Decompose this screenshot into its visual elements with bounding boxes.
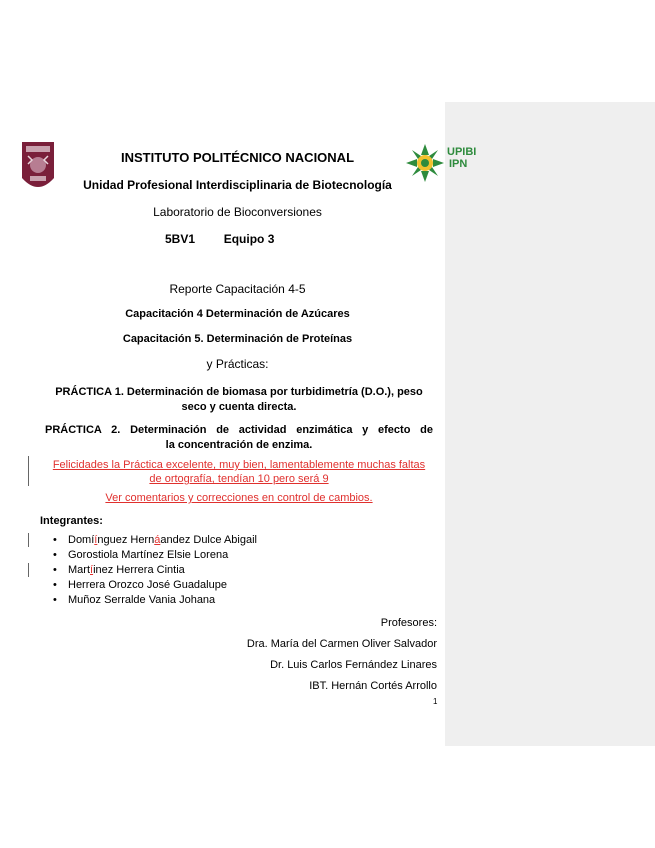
practicas-label: y Prácticas: (206, 357, 269, 371)
ipn-logo-text: IPN (449, 158, 468, 170)
team-name: Equipo 3 (223, 232, 275, 246)
feedback-line-2: de ortografía, tendían 10 pero será 9 (149, 473, 329, 485)
tracked-insertion: í (90, 564, 94, 576)
tracked-insertion: á (154, 534, 161, 546)
practica-2-title (45, 423, 433, 453)
practica-2-line-2: la concentración de enzima. (165, 439, 313, 451)
feedback-corrections-note: Ver comentarios y correcciones en control de cambios. (105, 492, 373, 504)
ipn-crest-logo (18, 138, 58, 196)
practica-1-title (45, 385, 433, 415)
page-number: 1 (433, 697, 438, 706)
professor-3: IBT. Hernán Cortés Arrollo (309, 680, 437, 692)
lab-name: Laboratorio de Bioconversiones (153, 205, 322, 219)
group-code: 5BV1 (165, 232, 196, 246)
upibi-logo-text: UPIBI (447, 146, 477, 158)
training-5-title: Capacitación 5. Determinación de Proteínas (122, 333, 353, 345)
instructor-feedback (45, 458, 433, 486)
change-bar (28, 563, 29, 577)
list-item: • Martíinez Herrera Cintia (68, 563, 257, 578)
list-item: • Domíínguez Hernáandez Dulce Abigail (68, 533, 257, 548)
professors-label: Profesores: (380, 617, 437, 629)
members-list (68, 533, 257, 608)
practica-1-line-2: seco y cuenta directa. (181, 401, 297, 413)
report-title: Reporte Capacitación 4-5 (169, 282, 306, 296)
upibi-logo (405, 142, 485, 184)
list-item: • Herrera Orozco José Guadalupe (68, 578, 257, 593)
list-item: • Muñoz Serralde Vania Johana (68, 593, 257, 608)
practica-2-line-1: PRÁCTICA 2. Determinación de actividad enzimática y efecto de (45, 424, 433, 436)
professor-1: Dra. María del Carmen Oliver Salvador (246, 638, 437, 650)
members-label: Integrantes: (40, 515, 103, 527)
list-item: • Gorostiola Martínez Elsie Lorena (68, 548, 257, 563)
comment-pane (445, 102, 655, 746)
training-4-title: Capacitación 4 Determinación de Azúcares (125, 308, 350, 320)
change-bar (28, 533, 29, 547)
tracked-insertion: í (94, 534, 98, 546)
group-team-line (165, 232, 274, 246)
practica-1-line-1: PRÁCTICA 1. Determinación de biomasa por turbidimetría (D.O.), peso (55, 386, 423, 398)
professor-2: Dr. Luis Carlos Fernández Linares (270, 659, 437, 671)
professors-block (247, 613, 437, 697)
institution-title: INSTITUTO POLITÉCNICO NACIONAL (120, 150, 355, 165)
change-bar (28, 456, 29, 486)
feedback-line-1: Felicidades la Práctica excelente, muy bien, lamentablemente muchas faltas (52, 459, 426, 471)
unit-title: Unidad Profesional Interdisciplinaria de Biotecnología (83, 178, 392, 192)
